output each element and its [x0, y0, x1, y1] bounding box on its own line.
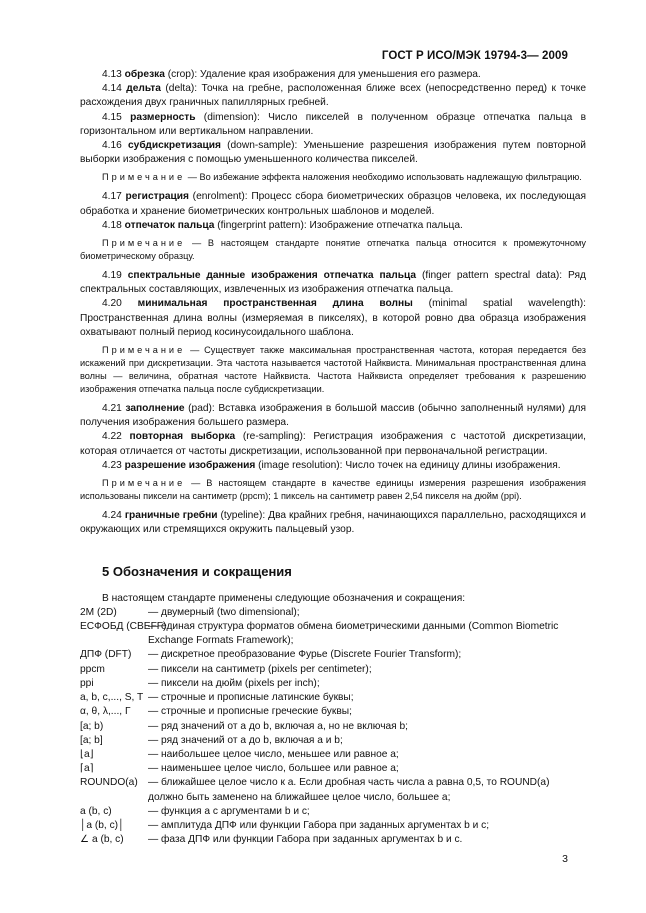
- abbreviation-definition: — ближайшее целое число к a. Если дробная часть числа a равна 0,5, то ROUND(a) должно быть заменено на ближайшее целое число, большее a;: [148, 777, 550, 803]
- definition-4-17: 4.17 регистрация (enrolment): Процесс сбора биометрических образцов человека, их последующая обработка и хранение биометрических контрольных шаблонов и моделей.: [80, 191, 586, 217]
- abbreviation-row: [80, 819, 586, 833]
- abbreviation-definition: — пиксели на сантиметр (pixels per centimeter);: [148, 663, 372, 675]
- abbreviation-term: ROUNDO(a): [80, 777, 138, 789]
- definition-4-24: 4.24 граничные гребни (typeline): Два крайних гребня, начинающихся параллельно, расходящихся и окружающих или стремящихся окружить пальцевый узор.: [80, 510, 586, 536]
- abbreviation-term: a, b, c,..., S, T: [80, 692, 144, 704]
- note-4: Примечание — В настоящем стандарте в качестве единицы измерения разрешения изображения использованы пиксели на сантиметр (ppcm); 1 пиксель на сантиметр равен 2,54 пикселя на дюйм (ppi).: [80, 478, 586, 502]
- abbreviation-term: ppi: [80, 677, 94, 689]
- abbreviation-term: [a; b]: [80, 734, 103, 746]
- definition-4-19: 4.19 спектральные данные изображения отпечатка пальца (finger pattern spectral data): Ряд спектральных составляющих, извлеченных из изображения отпечатка пальца.: [80, 270, 586, 296]
- abbreviation-term: α, θ, λ,..., Γ: [80, 706, 131, 718]
- abbreviation-row: [80, 720, 586, 734]
- abbreviation-definition: — пиксели на дюйм (pixels per inch);: [148, 677, 320, 689]
- abbreviation-definition: — наибольшее целое число, меньшее или равное a;: [148, 748, 399, 760]
- definition-4-13: 4.13 обрезка (crop): Удаление края изображения для уменьшения его размера.: [102, 69, 481, 80]
- abbreviation-definition: — функция a с аргументами b и c;: [148, 805, 310, 817]
- abbreviation-row: [80, 762, 586, 776]
- abbreviation-row: [80, 606, 586, 620]
- page-number: 3: [562, 853, 568, 865]
- abbreviation-row: [80, 648, 586, 662]
- definition-4-15: 4.15 размерность (dimension): Число пикселей в полученном образце отпечатка пальца в горизонтальном или вертикальном направлении.: [80, 111, 586, 137]
- abbreviation-row: [80, 677, 586, 691]
- definition-4-22: 4.22 повторная выборка (re-sampling): Регистрация изображения с частотой дискретизации, которая отличается от частоты дискретизации, использованной при первоначальной регистрации.: [80, 431, 586, 457]
- abbreviation-definition: — строчные и прописные греческие буквы;: [148, 706, 352, 718]
- abbreviation-definition: — ряд значений от a до b, включая a и b;: [148, 734, 343, 746]
- abbreviation-term: ЕСФОБД (CBEFF): [80, 621, 167, 633]
- note-2: Примечание — В настоящем стандарте понятие отпечатка пальца относится к промежуточному биометрическому образцу.: [80, 238, 586, 262]
- abbreviation-term: │a (b, c)│: [80, 819, 125, 831]
- abbreviation-definition: — фаза ДПФ или функции Габора при заданных аргументах b и c.: [148, 834, 463, 846]
- abbreviation-term: 2М (2D): [80, 606, 117, 618]
- document-header: ГОСТ Р ИСО/МЭК 19794-3— 2009: [381, 50, 568, 62]
- definition-4-14: 4.14 дельта (delta): Точка на гребне, расположенная ближе всех (непосредственно перед) к точке расхождения двух граничных папиллярных гребней.: [80, 83, 586, 109]
- abbreviation-term: ⌊a⌋: [80, 748, 94, 760]
- definition-4-18: 4.18 отпечаток пальца (fingerprint pattern): Изображение отпечатка пальца.: [102, 219, 463, 231]
- abbreviation-definition: — единая структура форматов обмена биометрическими данными (Common Biometric Exchange Formats Framework);: [148, 621, 559, 647]
- abbreviation-term: ДПФ (DFT): [80, 649, 132, 661]
- abbreviation-definition: — дискретное преобразование Фурье (Discrete Fourier Transform);: [148, 649, 462, 661]
- abbreviation-term: ∠ a (b, c): [80, 834, 124, 846]
- abbreviation-definition: — ряд значений от a до b, включая a, но не включая b;: [148, 720, 409, 732]
- abbreviation-row: [80, 833, 586, 847]
- abbreviation-term: [a; b): [80, 720, 104, 732]
- abbreviation-row: [80, 620, 586, 648]
- abbreviation-row: [80, 805, 586, 819]
- abbreviation-row: [80, 705, 586, 719]
- note-3: Примечание — Существует также максимальная пространственная частота, которая передается без искажений при дискретизации. Эта частота называется частотой Найквиста. Минимальная пространственная длина волны — величина, обратная частоте Найквиста. Частота Найквиста определяет требования к разрешению изображения отпечатка пальца после субдискретизации.: [80, 345, 586, 395]
- document-body: [80, 68, 586, 847]
- abbreviation-term: a (b, c): [80, 805, 112, 817]
- definition-4-23: 4.23 разрешение изображения (image resolution): Число точек на единицу длины изображения.: [102, 459, 561, 471]
- definition-4-20: 4.20 минимальная пространственная длина волны (minimal spatial wavelength): Пространственная длина волны (измеряемая в пикселях), в которой ровно два образца изображения охватывают полный период косинусоидального шаблона.: [80, 298, 586, 338]
- abbreviation-term: ⌈a⌉: [80, 763, 94, 775]
- note-1: Примечание — Во избежание эффекта наложения необходимо использовать надлежащую фильтрацию.: [102, 172, 582, 183]
- definition-4-21: 4.21 заполнение (pad): Вставка изображения в большой массив (обычно заполненный нулями) для получения изображения большего размера.: [80, 403, 586, 429]
- abbreviation-row: [80, 748, 586, 762]
- abbreviation-row: [80, 776, 586, 804]
- abbreviation-definition: — двумерный (two dimensional);: [148, 606, 300, 618]
- section-5-title: 5 Обозначения и сокращения: [102, 564, 292, 580]
- abbreviation-definition: — строчные и прописные латинские буквы;: [148, 692, 354, 704]
- abbreviation-row: [80, 734, 586, 748]
- abbreviation-definition: — амплитуда ДПФ или функции Габора при заданных аргументах b и c;: [148, 819, 490, 831]
- abbreviation-definition: — наименьшее целое число, большее или равное a;: [148, 763, 399, 775]
- abbreviation-row: [80, 663, 586, 677]
- definition-4-16: 4.16 субдискретизация (down-sample): Уменьшение разрешения изображения путем повторной выборки изображения с помощью уменьшенного количества пикселей.: [80, 140, 586, 166]
- abbreviation-term: ppcm: [80, 663, 105, 675]
- abbreviation-row: [80, 691, 586, 705]
- abbreviations-list: [80, 606, 586, 847]
- section-5-intro: В настоящем стандарте применены следующие обозначения и сокращения:: [102, 592, 466, 604]
